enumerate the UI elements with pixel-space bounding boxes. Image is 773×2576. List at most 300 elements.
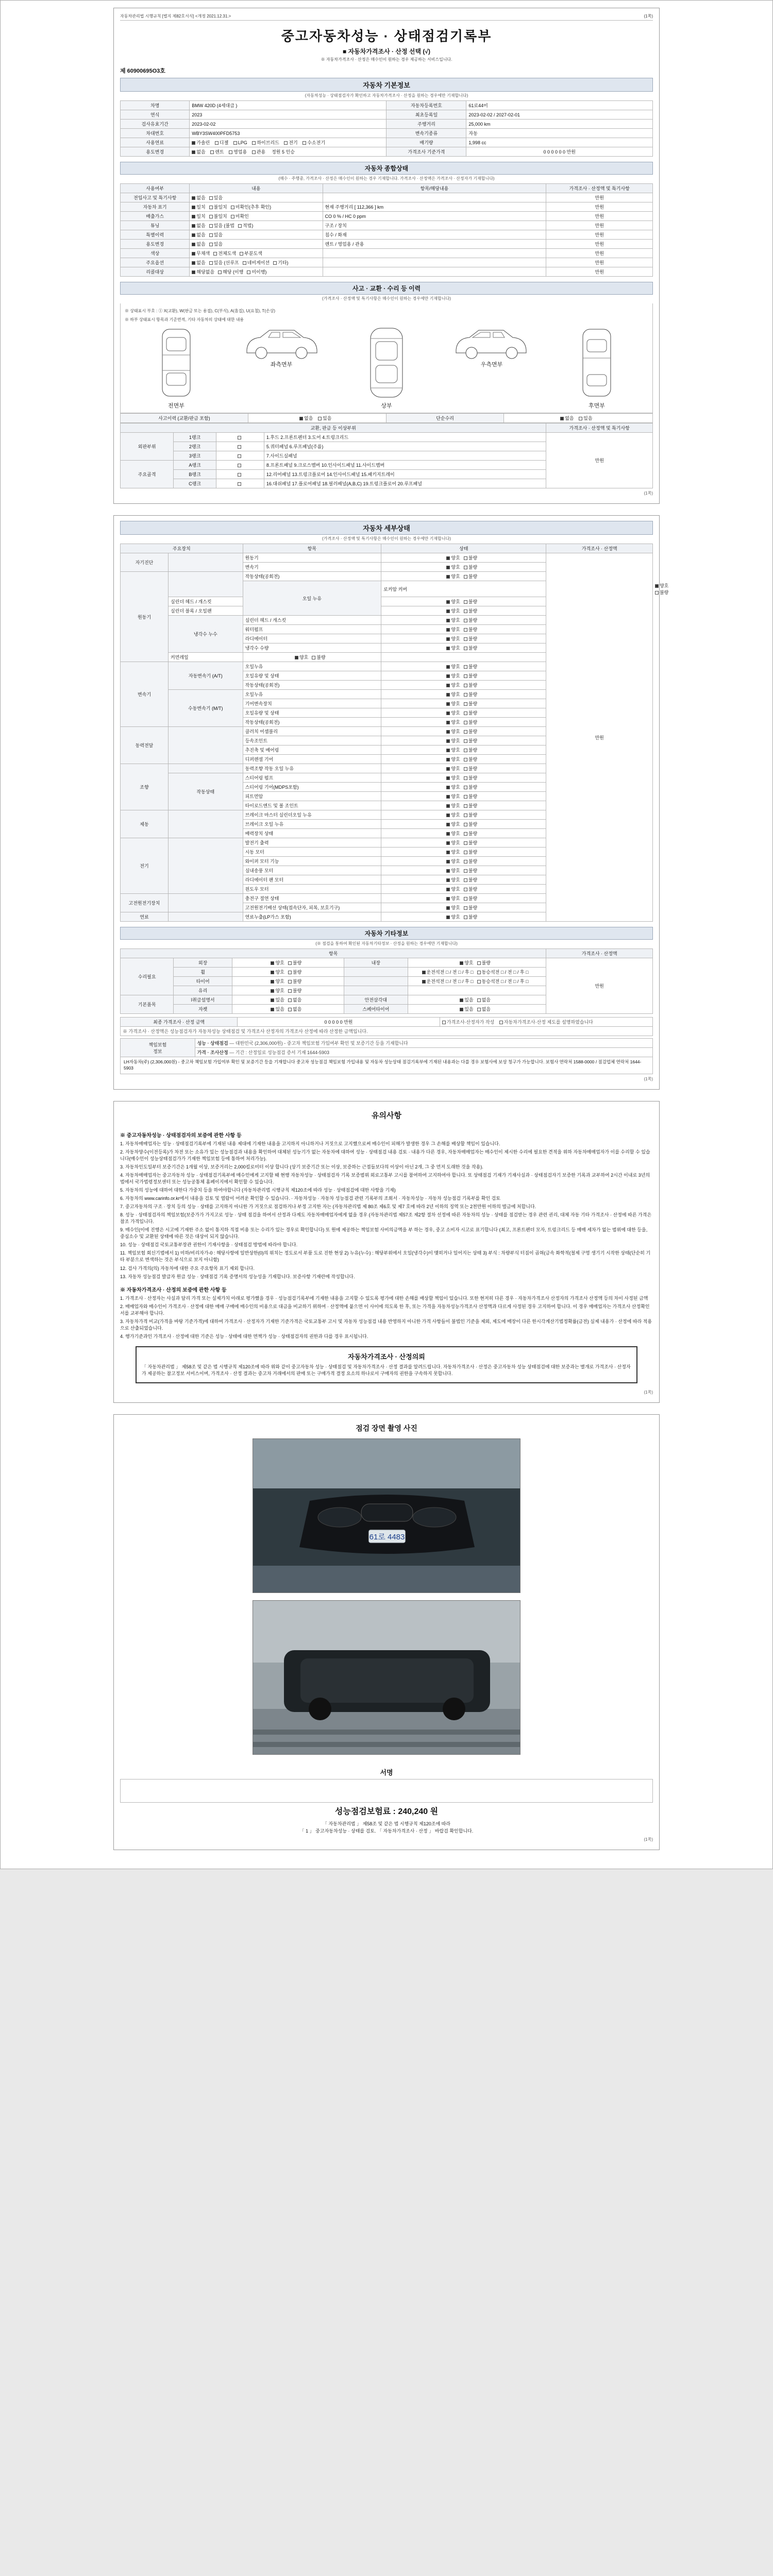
checkbox-option[interactable] — [464, 895, 477, 902]
table-row — [121, 138, 653, 147]
checkbox-option[interactable] — [192, 222, 205, 229]
checkbox-label: 미확인 — [235, 214, 249, 219]
checkbox-label: 불량 — [468, 748, 478, 753]
checkbox-label: 불량 — [659, 590, 669, 595]
checkbox-option[interactable] — [464, 719, 477, 725]
col-header: 주요장치 — [121, 544, 243, 553]
item-label: 원동기 — [243, 553, 381, 563]
item-label: 작동상태(공회전) — [243, 572, 381, 581]
notice-item: 4. 행가기준과인 가격조사 · 산정에 대한 기준은 성능 · 상태에 대한 면책가 성능 · 상태점검자의 권한과 다를 경우 표시됩니다. — [120, 1333, 368, 1339]
checkbox-label: 없음 — [292, 997, 302, 1003]
car-view-label: 상부 — [381, 403, 392, 409]
checkbox-option[interactable] — [464, 691, 477, 698]
checkbox-option[interactable] — [288, 969, 301, 975]
checkbox-option[interactable] — [209, 213, 227, 219]
item-label: 타이로드엔드 및 볼 조인트 — [243, 801, 381, 810]
footnote-2: 「 1 」 중고자동차성능 · 상태를 검토. 「 자동차가격조사 · 산정 」 바랍검 확인합니다. — [299, 1828, 474, 1834]
item-label: 작동상태(공회전) — [243, 681, 381, 690]
checkbox-label: 가솔린 — [196, 140, 210, 145]
checkbox-option[interactable] — [477, 1006, 491, 1012]
checkbox-option[interactable] — [464, 598, 477, 605]
row-detail: 구조 / 장치 — [323, 221, 546, 230]
checkbox-option[interactable] — [477, 996, 491, 1003]
notice-item: 7. 중고자동차의 구조 · 장치 등의 성능 · 상태를 고지하지 아니한 가 거짓으로 점검하거나 부정 고지한 자는 (자동차관리법 제 80조 제6호 및 제7 호에 따라 2년 이하의 징역 또는 2천만원 이하의 벌금에 처합니다. — [120, 1204, 536, 1210]
checkbox-option[interactable] — [192, 259, 205, 266]
table-row — [121, 193, 653, 202]
checkbox-accident-yes[interactable] — [318, 415, 331, 421]
sub-group: 오일 누유 — [243, 581, 381, 616]
checkbox-option[interactable] — [446, 682, 460, 688]
row-label: 전입사고 및 특기사항 — [121, 193, 190, 202]
rank-check[interactable] — [216, 479, 264, 488]
checkbox-option[interactable] — [243, 259, 270, 266]
insurance-row-value: 기간 : 산정일로 성능점검 증서 기재 1644-5903 — [235, 1050, 330, 1055]
checkbox-option[interactable] — [464, 635, 477, 642]
checkbox-option[interactable] — [446, 635, 460, 642]
checkbox-option[interactable] — [446, 849, 460, 855]
checkbox-option[interactable] — [192, 204, 205, 210]
item-label: 디퍼렌셜 기어 — [243, 755, 381, 764]
checkbox-option[interactable] — [238, 222, 253, 229]
item-state — [381, 820, 546, 829]
checkbox-option[interactable] — [464, 747, 477, 753]
row-options — [190, 212, 323, 221]
checkbox-label: 없음 — [196, 232, 206, 238]
table-row — [121, 101, 653, 110]
checkbox-label: 렌트 — [215, 149, 224, 155]
row-price: 만원 — [546, 240, 653, 249]
checkbox-explained[interactable] — [499, 1019, 593, 1025]
checkbox-label: 불량 — [292, 960, 302, 965]
checkbox-option[interactable] — [446, 784, 460, 790]
checkbox-option[interactable] — [464, 626, 477, 633]
item-state — [381, 606, 546, 616]
checkbox-use-business[interactable] — [229, 148, 247, 155]
declaration-body: 「 자동차관리법 」 제58조 및 같은 법 시행규칙 제120조에 따라 위와 같이 중고자동차 성능 · 상태점검 및 자동차가격조사 · 산정 결과를 알려드립니다. 자동차가격조사 · 산정은 중고자동차 성능 상태점검에 대한 보증과는 별개로 가격조사 · 산정자가 제공하는 참고정보 서비스이며, 가격조사 · 산정 결과는 중고차 거래에서의 판매 또는 구매가격 결정 요소의 하나로서 구매자의 권한을 구속하지 못합니다. — [142, 1364, 631, 1376]
seats-value: 5 인승 — [282, 149, 295, 155]
group-label: 주요골격 — [121, 461, 174, 488]
rank-check[interactable] — [216, 451, 264, 461]
page-number: (1쪽) — [644, 14, 653, 19]
checkbox-option[interactable] — [446, 672, 460, 679]
checkbox-option[interactable] — [477, 959, 491, 966]
item-label: 변속기 — [243, 563, 381, 572]
checkbox-label: 관용 — [256, 149, 266, 155]
checkbox-option[interactable] — [446, 793, 460, 800]
checkbox-option[interactable] — [464, 913, 477, 920]
checkbox-option[interactable] — [446, 737, 460, 744]
checkbox-label: 없음 — [196, 242, 206, 247]
checkbox-option[interactable] — [464, 617, 477, 623]
checkbox-option[interactable] — [446, 645, 460, 651]
checkbox-option[interactable] — [464, 709, 477, 716]
checkbox-option[interactable] — [446, 709, 460, 716]
checkbox-label: 양호 — [275, 988, 284, 993]
checkbox-option[interactable] — [446, 774, 460, 781]
checkbox-fuel-electric[interactable] — [284, 139, 297, 146]
checkbox-option[interactable] — [464, 663, 477, 670]
item-label: 추진축 및 베어링 — [243, 745, 381, 755]
checkbox-label: 양호 — [451, 766, 460, 771]
checkbox-option[interactable] — [192, 231, 205, 238]
checkbox-option[interactable] — [240, 250, 262, 257]
item-state — [381, 755, 546, 764]
notice-item: 8. 성능 · 상태점검자의 책임보험(보증가가 가지고로 성능 · 상태 점검을 하여서 산정과 다계도 자동차매매업자에게 없을 경우 (자동차관리법 제57조 제2항 절차 선정에 따른 자동차의 성능 · 상태를 점검받는 경우 관련 권리, 대체 자동 기타 가격조사 · 산정에 따른 가격은 참조 가격입니다. — [120, 1212, 652, 1225]
item-label: 라디에이터 — [243, 634, 381, 643]
checkbox-option[interactable] — [464, 867, 477, 874]
car-view-top — [348, 324, 425, 410]
checkbox-option[interactable] — [464, 876, 477, 883]
item-label: 브레이크 마스터 실린더오일 누유 — [243, 810, 381, 820]
checkbox-option[interactable] — [422, 969, 474, 975]
checkbox-label: 일치 — [196, 205, 206, 210]
insurance-row-label: 성능 · 상태점검 — [197, 1041, 228, 1046]
checkbox-priced-by-assessor[interactable] — [442, 1019, 494, 1025]
checkbox-label: 불량 — [468, 905, 478, 910]
row-label: 특별이력 — [121, 230, 190, 240]
checkbox-option[interactable] — [209, 194, 223, 201]
field-label: 단순수리 — [386, 414, 503, 423]
car-right-side-icon — [453, 324, 530, 360]
checkbox-label: 양호 — [451, 692, 460, 697]
table-row — [121, 1018, 653, 1027]
checkbox-option[interactable] — [446, 598, 460, 605]
checkbox-option[interactable] — [271, 996, 284, 1003]
item-state — [381, 801, 546, 810]
checkbox-option[interactable] — [213, 250, 236, 257]
checkbox-option[interactable] — [446, 747, 460, 753]
part-items: 12.리어패널 13.트렁크플로어 14.인사이드패널 15.패키지트레이 — [264, 470, 546, 479]
checkbox-option[interactable] — [460, 996, 473, 1003]
rank-check[interactable] — [216, 433, 264, 442]
checkbox-use-none[interactable] — [192, 148, 205, 155]
document-subnote: ※ 자동차가격조사 · 산정은 매수인이 원하는 경우 제공하는 서비스입니다. — [321, 57, 452, 62]
checkbox-label: 불량 — [468, 636, 478, 641]
checkbox-option[interactable] — [464, 821, 477, 827]
declaration-box — [136, 1346, 637, 1383]
notice-item: 4. 자동차매매업자는 중고자동차 성능 · 상태점검기록부에 매수인에게 고지할 때 현행 자동차성능 · 상태점검자 기록 보증범위 외로고통부 고시를 참여하여 고지하여야 합니다. 또 상태점검 기재가 기재사실과 · 상태점검자기 보증한 기록과 교부하여 2시간 이내로 3년의 법에서 국가법령정보센터 또는 성능공통체 홈페이지에서 확인할 수 있습니다. — [120, 1172, 650, 1185]
page-footer: (1쪽) — [644, 1837, 653, 1842]
checkbox-option[interactable] — [288, 996, 301, 1003]
notice-head-1: ※ 중고자동차성능 · 상태점검자의 보증에 관한 사항 등 — [120, 1132, 242, 1139]
checkbox-option[interactable] — [464, 774, 477, 781]
checkbox-option[interactable] — [446, 626, 460, 633]
checkbox-option[interactable] — [312, 654, 325, 660]
checkbox-option[interactable] — [231, 213, 249, 219]
car-views — [124, 324, 649, 410]
checkbox-option[interactable] — [464, 645, 477, 651]
checkbox-label: 양호 — [451, 738, 460, 743]
checkbox-label: 불량 — [468, 618, 478, 623]
checkbox-option[interactable] — [446, 728, 460, 735]
checkbox-option[interactable] — [446, 564, 460, 570]
checkbox-label: 없음 — [481, 1007, 491, 1012]
checkbox-option[interactable] — [477, 969, 529, 975]
sub-group — [168, 764, 243, 773]
field-label: 연식 — [121, 110, 190, 120]
item-state — [381, 838, 546, 848]
checkbox-option[interactable] — [288, 959, 301, 966]
item-label: 냉각수 수량 — [243, 643, 381, 653]
checkbox-option[interactable] — [271, 978, 284, 985]
etc-state-2 — [408, 986, 546, 995]
page-footer: (1쪽) — [644, 1076, 653, 1081]
item-label: 라디에이터 팬 모터 — [243, 875, 381, 885]
notice-item: 10. 성능 · 상태점검 국토교통부장관 권한이 기재사항을 · 상태점검 방법에 따라야 합니다. — [120, 1242, 298, 1248]
inspection-insurance-fee: 성능점검보험료 : 240,240 원 — [334, 1807, 439, 1816]
checkbox-option[interactable] — [288, 987, 301, 994]
checkbox-label: 있음 (선루프 — [213, 260, 239, 265]
checkbox-option[interactable] — [464, 849, 477, 855]
item-state — [381, 634, 546, 643]
checkbox-label: 양호 — [451, 822, 460, 827]
checkbox-label: 무채색 — [196, 251, 210, 256]
notice-item: 5. 자동차의 성능에 대하여 대한다 가중치 등을 하여야합니다 (자동차관리법 시행규칙 제120조에 따라 성능 · 상태점검에 대한 사항을 기재) — [120, 1188, 396, 1193]
section-summary-note: (매수 · 주행중, 가격조사 · 산정은 매수인이 원하는 경우 기재합니다. 가격조사 · 산정액은 가격조사 · 산정자가 기재합니다) — [278, 176, 495, 181]
checkbox-option[interactable] — [446, 617, 460, 623]
checkbox-option[interactable] — [464, 737, 477, 744]
checkbox-option[interactable] — [464, 904, 477, 911]
checkbox-label: 해당 (이행 — [223, 269, 244, 275]
table-row — [121, 110, 653, 120]
checkbox-option[interactable] — [209, 222, 234, 229]
checkbox-option[interactable] — [271, 1006, 284, 1012]
checkbox-label: LPG — [238, 140, 247, 145]
checkbox-option[interactable] — [209, 231, 223, 238]
checkbox-option[interactable] — [446, 895, 460, 902]
checkbox-option[interactable] — [192, 241, 205, 247]
checkbox-label: 있음 (불법 — [213, 223, 234, 228]
sub-group — [168, 810, 243, 838]
checkbox-option[interactable] — [209, 259, 239, 266]
checkbox-option[interactable] — [247, 268, 266, 275]
row-label: 용도변경 — [121, 240, 190, 249]
checkbox-option[interactable] — [271, 959, 284, 966]
checkbox-option[interactable] — [655, 582, 668, 589]
checkbox-label: 불량 — [468, 877, 478, 883]
checkbox-option[interactable] — [295, 654, 308, 660]
checkbox-option[interactable] — [218, 268, 243, 275]
checkbox-option[interactable] — [446, 719, 460, 725]
checkbox-option[interactable] — [192, 268, 214, 275]
checkbox-repair-none[interactable] — [560, 415, 574, 421]
checkbox-option[interactable] — [446, 821, 460, 827]
section-basic-note: (자동차성능 · 상태점검자가 확인하고 자동차가격조사 · 산정을 원하는 경우에만 기재합니다) — [305, 93, 468, 98]
checkbox-option[interactable] — [446, 691, 460, 698]
checkbox-option[interactable] — [446, 700, 460, 707]
checkbox-fuel-lpg[interactable] — [233, 140, 247, 145]
field-label: 용도변경 — [121, 147, 190, 157]
table-row — [121, 120, 653, 129]
checkbox-option[interactable] — [477, 978, 529, 985]
checkbox-option[interactable] — [464, 672, 477, 679]
device-group: 전기 — [121, 838, 169, 894]
device-group: 자기진단 — [121, 553, 169, 572]
etc-item: 타이어 — [174, 977, 232, 986]
row-label: 튜닝 — [121, 221, 190, 230]
checkbox-option[interactable] — [446, 607, 460, 614]
checkbox-option[interactable] — [446, 886, 460, 892]
item-state — [381, 563, 546, 572]
checkbox-option[interactable] — [464, 839, 477, 846]
checkbox-label: 불량 — [468, 608, 478, 614]
checkbox-option[interactable] — [464, 793, 477, 800]
checkbox-label: 미이행) — [251, 269, 267, 275]
checkbox-label: 불량 — [468, 803, 478, 808]
checkbox-option[interactable] — [464, 564, 477, 570]
signature-area[interactable] — [120, 1779, 653, 1803]
checkbox-label: 불량 — [468, 701, 478, 706]
checkbox-option[interactable] — [464, 700, 477, 707]
row-detail: 침수 / 화재 — [323, 230, 546, 240]
checkbox-option[interactable] — [231, 204, 271, 210]
section-summary-title: 자동차 종합상태 — [120, 162, 653, 175]
checkbox-fuel-gasoline[interactable] — [192, 139, 210, 146]
etc-group: 기본품목 — [121, 995, 174, 1014]
checkbox-label: 있음 — [213, 195, 223, 200]
checkbox-option[interactable] — [464, 756, 477, 762]
checkbox-option[interactable] — [464, 765, 477, 772]
checkbox-option[interactable] — [192, 213, 205, 219]
checkbox-option[interactable] — [446, 858, 460, 865]
checkbox-label: 양호 — [451, 812, 460, 818]
rank-check[interactable] — [216, 470, 264, 479]
checkbox-option[interactable] — [464, 728, 477, 735]
checkbox-option[interactable] — [464, 886, 477, 892]
sub-group — [168, 838, 243, 894]
row-options — [190, 240, 323, 249]
checkbox-option[interactable] — [446, 663, 460, 670]
item-state — [381, 792, 546, 801]
checkbox-option[interactable] — [446, 913, 460, 920]
checkbox-fuel-hybrid[interactable] — [252, 139, 279, 146]
checkbox-option[interactable] — [446, 765, 460, 772]
checkbox-use-official[interactable] — [252, 148, 265, 155]
checkbox-label: 불량 — [468, 914, 478, 920]
checkbox-option[interactable] — [446, 802, 460, 809]
col-header: 사용여부 — [121, 184, 190, 193]
checkbox-option[interactable] — [446, 830, 460, 837]
checkbox-label: 네비게이션 — [247, 260, 270, 265]
checkbox-option[interactable] — [271, 987, 284, 994]
rank-check[interactable] — [216, 442, 264, 451]
checkbox-option[interactable] — [446, 554, 460, 561]
checkbox-option[interactable] — [446, 811, 460, 818]
checkbox-label: 자동차가격조사·산정 제도를 설명하였습니다 — [503, 1020, 593, 1025]
checkbox-label: 양호 — [451, 608, 460, 614]
item-state — [381, 894, 546, 903]
checkbox-option[interactable] — [273, 259, 288, 266]
checkbox-option[interactable] — [464, 811, 477, 818]
checkbox-label: 불량 — [468, 850, 478, 855]
checkbox-option[interactable] — [464, 573, 477, 580]
car-view-right — [453, 324, 530, 368]
item-state — [381, 708, 546, 718]
rank-label: 3랭크 — [174, 451, 216, 461]
checkbox-option[interactable] — [446, 756, 460, 762]
row-price: 만원 — [546, 212, 653, 221]
item-label: 등속조인트 — [243, 736, 381, 745]
etc-item-2: 스페어타이어 — [344, 1005, 408, 1014]
etc-item: î취급설명서 — [174, 995, 232, 1005]
checkbox-option[interactable] — [460, 1006, 473, 1012]
rank-check[interactable] — [216, 461, 264, 470]
checkbox-option[interactable] — [464, 682, 477, 688]
checkbox-option[interactable] — [192, 250, 210, 257]
table-row — [121, 258, 653, 267]
checkbox-option[interactable] — [192, 194, 205, 201]
checkbox-use-rent[interactable] — [210, 148, 224, 155]
field-value: 2023-02-02 / 2027-02-01 — [466, 110, 653, 120]
checkbox-accident-none[interactable] — [299, 415, 313, 421]
sub-group: 수동변속기 (M/T) — [168, 690, 243, 727]
checkbox-option[interactable] — [464, 607, 477, 614]
col-header: 가격조사 · 산정액 — [546, 544, 653, 553]
col-header: 가격조사 · 산정액 — [546, 949, 653, 958]
checkbox-label: 양호 — [451, 785, 460, 790]
field-value: BMW 420D (4세대급 ) — [190, 101, 386, 110]
checkbox-fuel-hydrogen[interactable] — [303, 139, 325, 146]
checkbox-option[interactable] — [271, 969, 284, 975]
checkbox-option[interactable] — [209, 204, 227, 210]
item-state — [381, 866, 546, 875]
checkbox-option[interactable] — [446, 573, 460, 580]
checkbox-option[interactable] — [446, 867, 460, 874]
table-header-row — [121, 423, 653, 433]
checkbox-option[interactable] — [655, 589, 668, 596]
checkbox-label: 양호 — [451, 720, 460, 725]
car-view-label: 우측면부 — [480, 362, 503, 368]
checkbox-repair-yes[interactable] — [579, 415, 592, 421]
checkbox-label: 양호 — [451, 599, 460, 604]
notice-title: 유의사항 — [372, 1111, 401, 1120]
item-state — [381, 699, 546, 708]
checkbox-label: 불량 — [468, 775, 478, 781]
checkbox-option[interactable] — [209, 241, 223, 247]
notice-item: 2. 매매업자와 매수인이 가격조사 · 산정에 대한 매매 구매에 매수인의 비용으로 대금을 비교하기 위하여 · 산정액에 붙으면 이 사이에 의도록 한 후, 또는 가격을 자동차성능가격조사 산정액과 다르게 사정된 경우 고지하여 합니다. 이 경우 매매업자는 가격조사 산정확인서를 교부해야 합니다. — [120, 1303, 650, 1316]
checkbox-option[interactable] — [464, 554, 477, 561]
checkbox-option[interactable] — [446, 904, 460, 911]
checkbox-label: 양호 — [275, 960, 284, 965]
checkbox-option[interactable] — [464, 858, 477, 865]
rank-label: B랭크 — [174, 470, 216, 479]
row-options — [190, 258, 323, 267]
checkbox-option[interactable] — [446, 876, 460, 883]
item-label: 실린더 헤드 / 개스킷 — [168, 597, 243, 606]
checkbox-label: 없음 — [481, 997, 491, 1003]
footnote-1: 「 자동차관리법 」 제58조 및 같은 법 시행규칙 제120조에 따라 — [322, 1821, 451, 1826]
checkbox-label: 양호 — [451, 748, 460, 753]
checkbox-label: 불량 — [292, 970, 302, 975]
item-state — [381, 885, 546, 894]
row-price: 만원 — [546, 221, 653, 230]
checkbox-option[interactable] — [464, 802, 477, 809]
checkbox-option[interactable] — [288, 978, 301, 985]
checkbox-option[interactable] — [464, 830, 477, 837]
checkbox-option[interactable] — [464, 784, 477, 790]
checkbox-label: 불량 — [468, 574, 478, 579]
checkbox-option[interactable] — [460, 959, 473, 966]
checkbox-option[interactable] — [288, 1006, 301, 1012]
checkbox-option[interactable] — [446, 839, 460, 846]
checkbox-label: 양호 — [451, 831, 460, 836]
item-label: 오일누유 — [243, 662, 381, 671]
checkbox-label: 동승석전 □ / 전 □ / 후 □ — [481, 970, 529, 975]
item-state — [381, 662, 546, 671]
car-view-label: 전면부 — [168, 403, 184, 409]
checkbox-option[interactable] — [422, 978, 474, 985]
checkbox-fuel-diesel[interactable] — [215, 139, 228, 146]
